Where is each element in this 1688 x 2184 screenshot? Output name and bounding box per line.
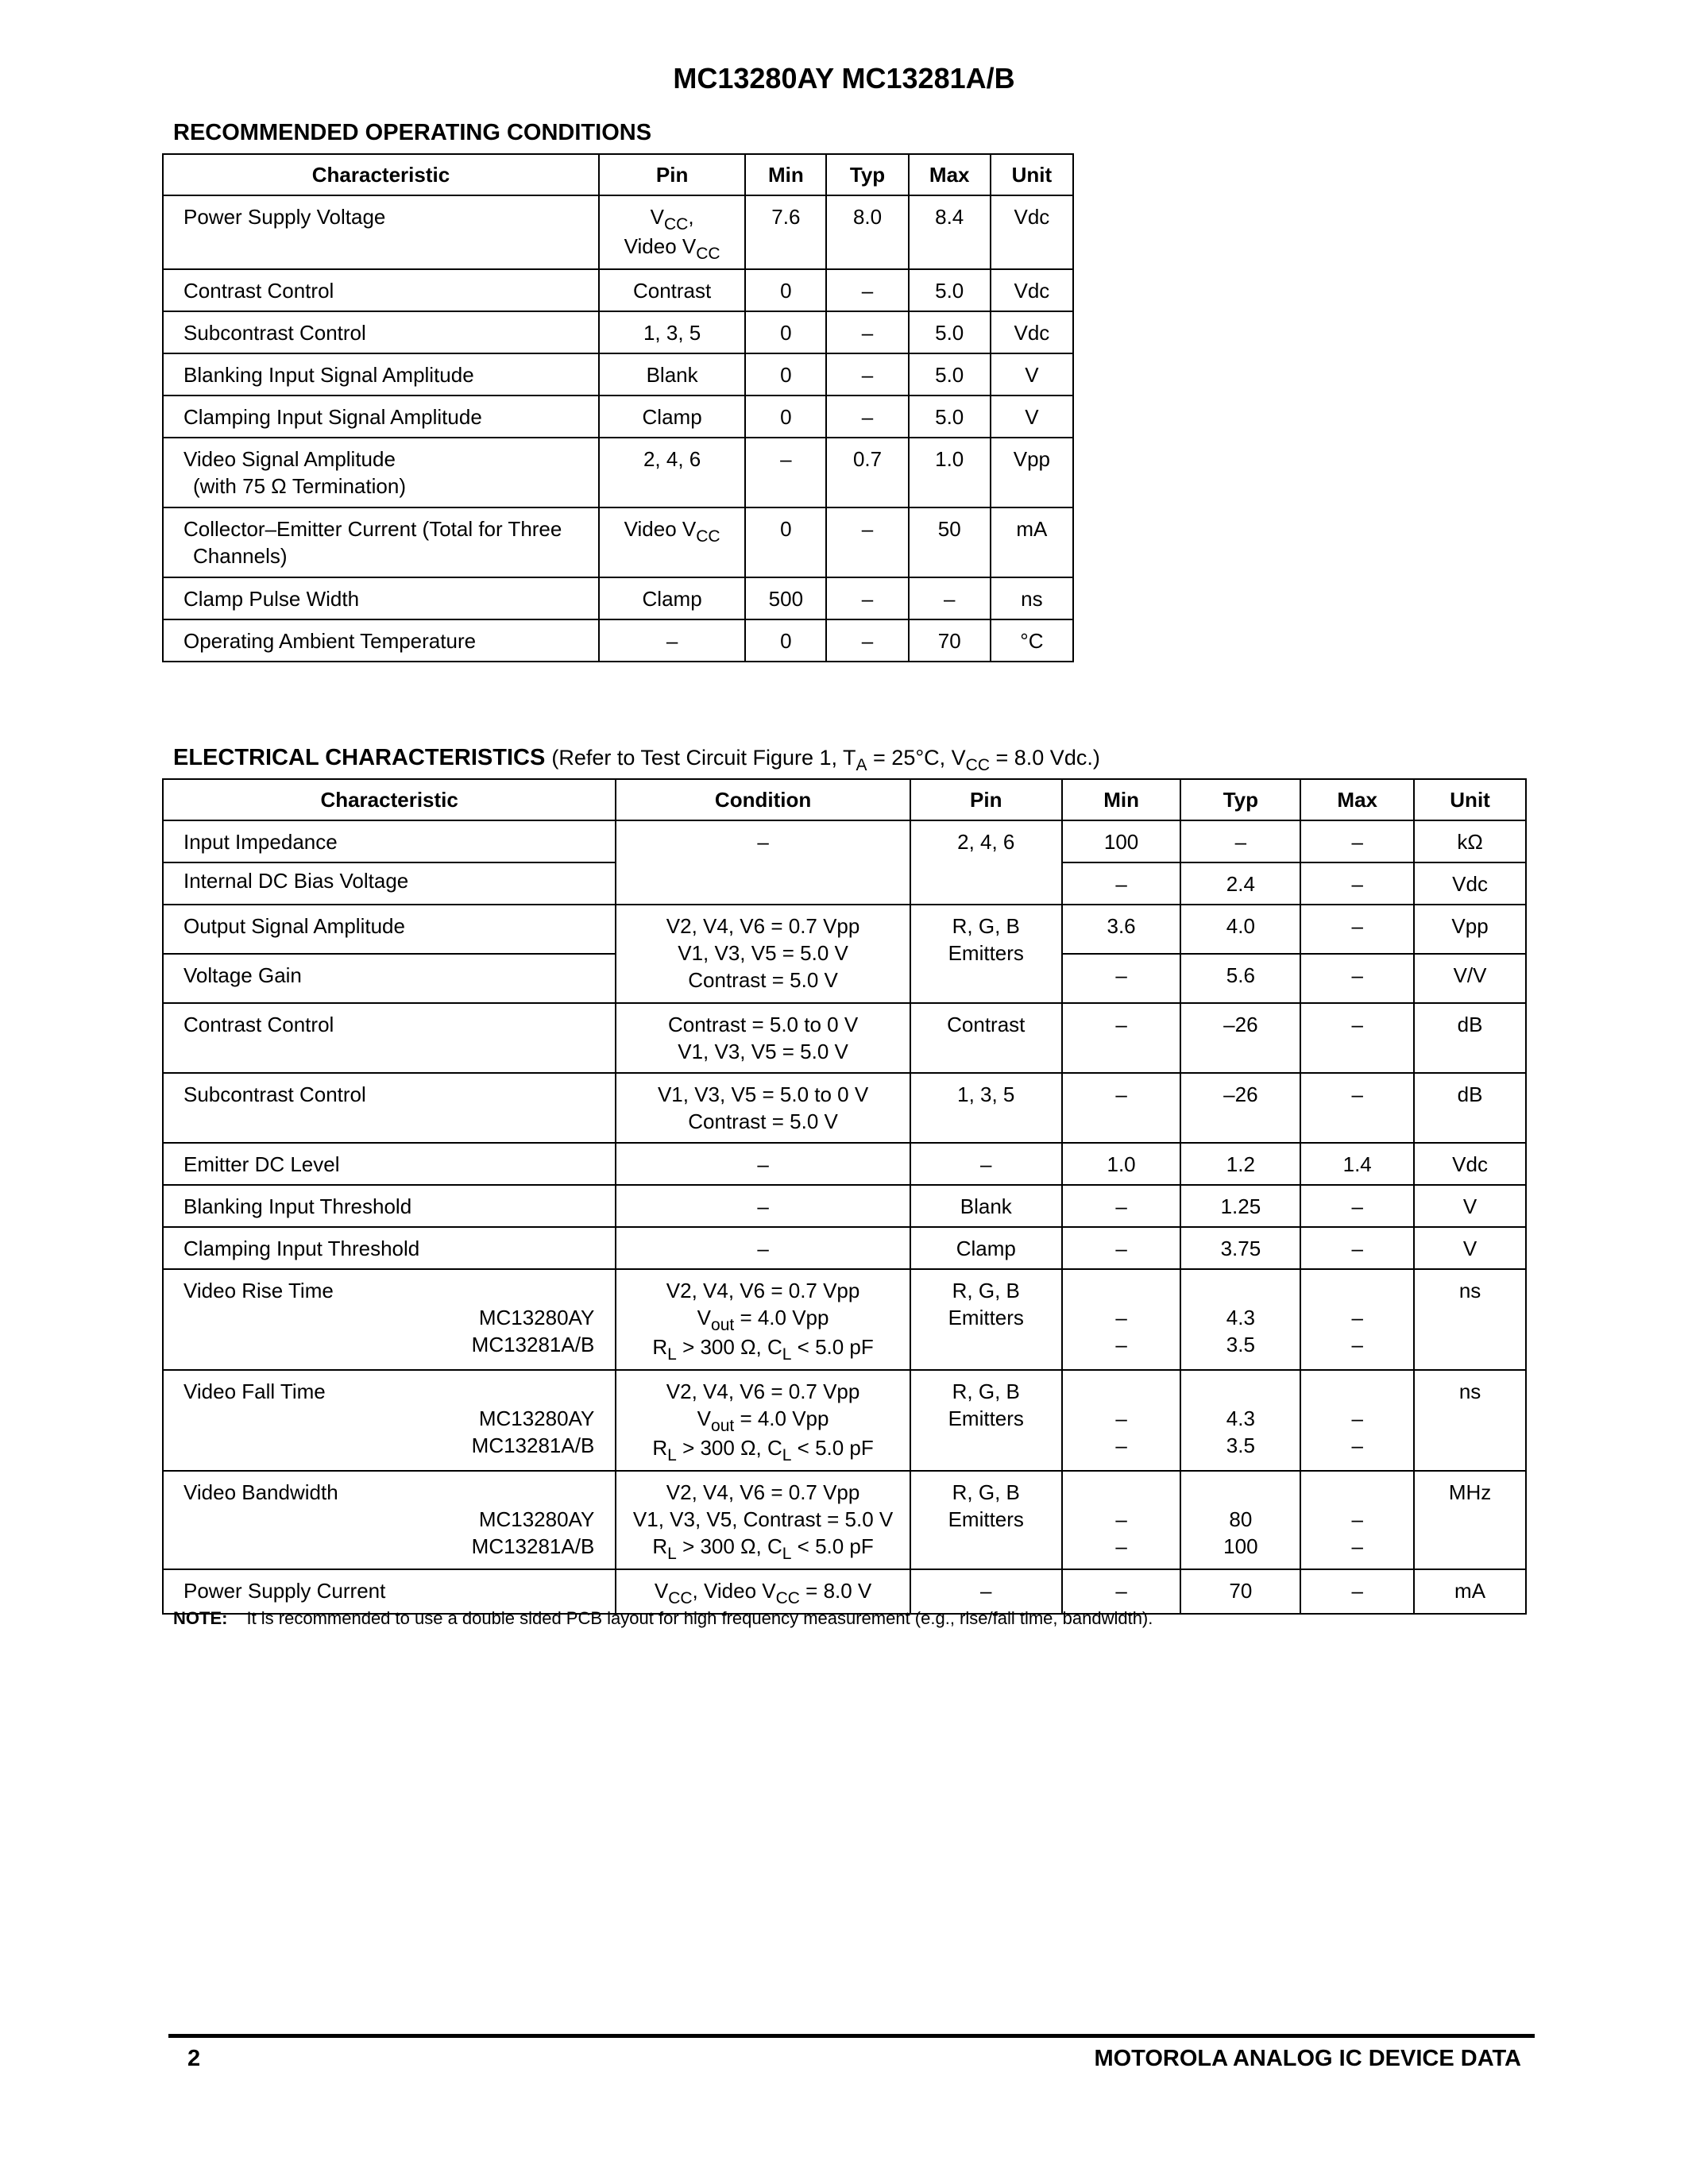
max-cell: – (1300, 1227, 1414, 1269)
pin-cell: 2, 4, 6 (599, 438, 745, 507)
min-cell: 0 (745, 269, 826, 311)
pin-cell: Clamp (599, 577, 745, 619)
min-cell: – (1062, 1569, 1181, 1614)
characteristic-cell: Power Supply Current (163, 1569, 616, 1614)
table-header-row (163, 154, 1073, 195)
recommended-operating-conditions-table (162, 153, 1074, 662)
pin-cell: Clamp (599, 396, 745, 438)
typ-cell: 80 100 (1180, 1471, 1300, 1569)
page-number: 2 (187, 2046, 201, 2071)
table-row (163, 577, 1073, 619)
condition-cell: – (616, 820, 910, 905)
pin-cell: R, G, B Emitters (910, 1269, 1062, 1370)
typ-cell: – (826, 311, 908, 353)
table-row (163, 1227, 1526, 1269)
min-cell: – (1062, 954, 1181, 1003)
min-cell: – – (1062, 1370, 1181, 1471)
characteristic-cell: Emitter DC Level (163, 1143, 616, 1185)
characteristic-cell: Clamping Input Threshold (163, 1227, 616, 1269)
characteristic-cell: Clamp Pulse Width (163, 577, 599, 619)
max-cell: – (1300, 905, 1414, 954)
unit-cell: °C (991, 619, 1073, 662)
table-row (163, 1471, 1526, 1569)
column-header: Typ (1180, 779, 1300, 820)
pin-cell: Contrast (910, 1003, 1062, 1073)
unit-cell: V (991, 396, 1073, 438)
table-row (163, 1003, 1526, 1073)
column-header: Characteristic (163, 154, 599, 195)
max-cell: 8.4 (909, 195, 991, 269)
min-cell: – (745, 438, 826, 507)
characteristic-cell: Contrast Control (163, 269, 599, 311)
pin-cell: Video $V_{CC}$ (599, 507, 745, 577)
pin-cell: 1, 3, 5 (910, 1073, 1062, 1143)
column-header: Min (1062, 779, 1181, 820)
table-row (163, 1143, 1526, 1185)
column-header: Pin (910, 779, 1062, 820)
table-row (163, 195, 1073, 269)
characteristic-cell: Subcontrast Control (163, 1073, 616, 1143)
typ-cell: – (826, 269, 908, 311)
characteristic-cell: Internal DC Bias Voltage (163, 862, 616, 905)
characteristic-cell: Power Supply Voltage (163, 195, 599, 269)
pin-cell: 2, 4, 6 (910, 820, 1062, 905)
max-cell: 70 (909, 619, 991, 662)
condition-cell: – (616, 1143, 910, 1185)
max-cell: – (1300, 820, 1414, 862)
characteristic-cell: Video Rise Time MC13280AY MC13281A/B (163, 1269, 616, 1370)
characteristic-cell: Contrast Control (163, 1003, 616, 1073)
unit-cell: MHz (1414, 1471, 1526, 1569)
max-cell: – (1300, 1569, 1414, 1614)
unit-cell: Vpp (991, 438, 1073, 507)
table-row (163, 396, 1073, 438)
note-text: It is recommended to use a double sided PCB layout for high frequency measurement (e.g., rise/fall time, bandwidth). (246, 1608, 1153, 1628)
typ-cell: – (826, 353, 908, 396)
max-cell: – – (1300, 1269, 1414, 1370)
table-row (163, 820, 1526, 862)
min-cell: – – (1062, 1471, 1181, 1569)
column-header: Characteristic (163, 779, 616, 820)
table-row (163, 1185, 1526, 1227)
characteristic-cell: Clamping Input Signal Amplitude (163, 396, 599, 438)
condition-cell: V2, V4, V6 = 0.7 Vpp V1, V3, V5, Contrast = 5.0 V $R_L > 300$ Ω, $C_L < 5.0$ pF (616, 1471, 910, 1569)
characteristic-cell: Blanking Input Signal Amplitude (163, 353, 599, 396)
max-cell: 5.0 (909, 311, 991, 353)
typ-cell: – (826, 619, 908, 662)
max-cell: 1.0 (909, 438, 991, 507)
min-cell: 0 (745, 311, 826, 353)
table-header-row (163, 779, 1526, 820)
min-cell: 100 (1062, 820, 1181, 862)
typ-cell: 3.75 (1180, 1227, 1300, 1269)
column-header: Pin (599, 154, 745, 195)
min-cell: – (1062, 1003, 1181, 1073)
table-row (163, 1569, 1526, 1614)
max-cell: – (1300, 1185, 1414, 1227)
characteristic-cell: Collector–Emitter Current (Total for Three Channels) (163, 507, 599, 577)
table-row (163, 619, 1073, 662)
condition-cell: V2, V4, V6 = 0.7 Vpp $V_{out} = 4.0$ Vpp $R_L > 300$ Ω, $C_L < 5.0$ pF (616, 1370, 910, 1471)
unit-cell: Vdc (991, 311, 1073, 353)
characteristic-cell: Output Signal Amplitude (163, 905, 616, 954)
min-cell: 0 (745, 353, 826, 396)
ec-heading: ELECTRICAL CHARACTERISTICS (Refer to Test Circuit Figure 1, $T_A = 25^\circ C$, $V_{CC} = 8.0$ Vdc.) (173, 745, 1100, 774)
unit-cell: mA (1414, 1569, 1526, 1614)
max-cell: 1.4 (1300, 1143, 1414, 1185)
document-title: MC13280AY MC13281A/B (673, 62, 1015, 95)
condition-cell: – (616, 1227, 910, 1269)
unit-cell: ns (1414, 1370, 1526, 1471)
condition-cell: Contrast = 5.0 to 0 V V1, V3, V5 = 5.0 V (616, 1003, 910, 1073)
unit-cell: V/V (1414, 954, 1526, 1003)
pin-cell: Blank (599, 353, 745, 396)
min-cell: 0 (745, 507, 826, 577)
characteristic-cell: Video Signal Amplitude (with 75 Ω Termination) (163, 438, 599, 507)
table-row (163, 1370, 1526, 1471)
max-cell: – (1300, 1003, 1414, 1073)
characteristic-cell: Blanking Input Threshold (163, 1185, 616, 1227)
publication-title: MOTOROLA ANALOG IC DEVICE DATA (1094, 2046, 1521, 2071)
min-cell: – (1062, 1227, 1181, 1269)
unit-cell: V (1414, 1185, 1526, 1227)
pin-cell: 1, 3, 5 (599, 311, 745, 353)
characteristic-cell: Video Bandwidth MC13280AY MC13281A/B (163, 1471, 616, 1569)
max-cell: 5.0 (909, 269, 991, 311)
table-note (173, 1608, 1153, 1629)
column-header: Unit (991, 154, 1073, 195)
table-row (163, 507, 1073, 577)
max-cell: 50 (909, 507, 991, 577)
pin-cell: R, G, B Emitters (910, 905, 1062, 1003)
min-cell: – (1062, 862, 1181, 905)
pin-cell: $V_{CC}$, Video $V_{CC}$ (599, 195, 745, 269)
note-label: NOTE: (173, 1608, 228, 1628)
max-cell: – (909, 577, 991, 619)
typ-cell: – (826, 396, 908, 438)
typ-cell: 0.7 (826, 438, 908, 507)
column-header: Typ (826, 154, 908, 195)
max-cell: – – (1300, 1471, 1414, 1569)
characteristic-cell: Video Fall Time MC13280AY MC13281A/B (163, 1370, 616, 1471)
max-cell: 5.0 (909, 396, 991, 438)
column-header: Max (1300, 779, 1414, 820)
characteristic-cell: Subcontrast Control (163, 311, 599, 353)
typ-cell: – (1180, 820, 1300, 862)
table-row (163, 1269, 1526, 1370)
table-row (163, 1073, 1526, 1143)
condition-cell: V1, V3, V5 = 5.0 to 0 V Contrast = 5.0 V (616, 1073, 910, 1143)
pin-cell: – (910, 1143, 1062, 1185)
min-cell: 0 (745, 396, 826, 438)
typ-cell: 4.3 3.5 (1180, 1370, 1300, 1471)
typ-cell: 4.0 (1180, 905, 1300, 954)
column-header: Condition (616, 779, 910, 820)
table-row (163, 905, 1526, 954)
table-row (163, 311, 1073, 353)
unit-cell: ns (1414, 1269, 1526, 1370)
typ-cell: 1.25 (1180, 1185, 1300, 1227)
typ-cell: –26 (1180, 1003, 1300, 1073)
typ-cell: – (826, 507, 908, 577)
typ-cell: –26 (1180, 1073, 1300, 1143)
typ-cell: 8.0 (826, 195, 908, 269)
unit-cell: dB (1414, 1003, 1526, 1073)
column-header: Max (909, 154, 991, 195)
unit-cell: Vdc (991, 269, 1073, 311)
pin-cell: Blank (910, 1185, 1062, 1227)
min-cell: 0 (745, 619, 826, 662)
footer-divider (168, 2034, 1535, 2038)
unit-cell: V (1414, 1227, 1526, 1269)
unit-cell: ns (991, 577, 1073, 619)
pin-cell: – (599, 619, 745, 662)
max-cell: – (1300, 954, 1414, 1003)
unit-cell: Vdc (1414, 1143, 1526, 1185)
unit-cell: V (991, 353, 1073, 396)
unit-cell: Vpp (1414, 905, 1526, 954)
condition-cell: $V_{CC}$, Video $V_{CC} = 8.0$ V (616, 1569, 910, 1614)
max-cell: 5.0 (909, 353, 991, 396)
unit-cell: Vdc (991, 195, 1073, 269)
unit-cell: mA (991, 507, 1073, 577)
pin-cell: R, G, B Emitters (910, 1370, 1062, 1471)
characteristic-cell: Input Impedance (163, 820, 616, 862)
typ-cell: – (826, 577, 908, 619)
pin-cell: Contrast (599, 269, 745, 311)
unit-cell: kΩ (1414, 820, 1526, 862)
table-row (163, 438, 1073, 507)
min-cell: 7.6 (745, 195, 826, 269)
typ-cell: 70 (1180, 1569, 1300, 1614)
pin-cell: – (910, 1569, 1062, 1614)
max-cell: – (1300, 1073, 1414, 1143)
min-cell: 3.6 (1062, 905, 1181, 954)
unit-cell: Vdc (1414, 862, 1526, 905)
typ-cell: 5.6 (1180, 954, 1300, 1003)
column-header: Min (745, 154, 826, 195)
min-cell: – – (1062, 1269, 1181, 1370)
typ-cell: 1.2 (1180, 1143, 1300, 1185)
min-cell: 500 (745, 577, 826, 619)
roc-heading: RECOMMENDED OPERATING CONDITIONS (173, 120, 652, 145)
characteristic-cell: Operating Ambient Temperature (163, 619, 599, 662)
pin-cell: R, G, B Emitters (910, 1471, 1062, 1569)
pin-cell: Clamp (910, 1227, 1062, 1269)
table-row (163, 353, 1073, 396)
min-cell: – (1062, 1073, 1181, 1143)
condition-cell: V2, V4, V6 = 0.7 Vpp V1, V3, V5 = 5.0 V Contrast = 5.0 V (616, 905, 910, 1003)
characteristic-cell: Voltage Gain (163, 954, 616, 1003)
unit-cell: dB (1414, 1073, 1526, 1143)
min-cell: – (1062, 1185, 1181, 1227)
table-row (163, 269, 1073, 311)
typ-cell: 2.4 (1180, 862, 1300, 905)
condition-cell: V2, V4, V6 = 0.7 Vpp $V_{out} = 4.0$ Vpp $R_L > 300$ Ω, $C_L < 5.0$ pF (616, 1269, 910, 1370)
electrical-characteristics-table (162, 778, 1527, 1615)
max-cell: – – (1300, 1370, 1414, 1471)
typ-cell: 4.3 3.5 (1180, 1269, 1300, 1370)
column-header: Unit (1414, 779, 1526, 820)
condition-cell: – (616, 1185, 910, 1227)
min-cell: 1.0 (1062, 1143, 1181, 1185)
max-cell: – (1300, 862, 1414, 905)
